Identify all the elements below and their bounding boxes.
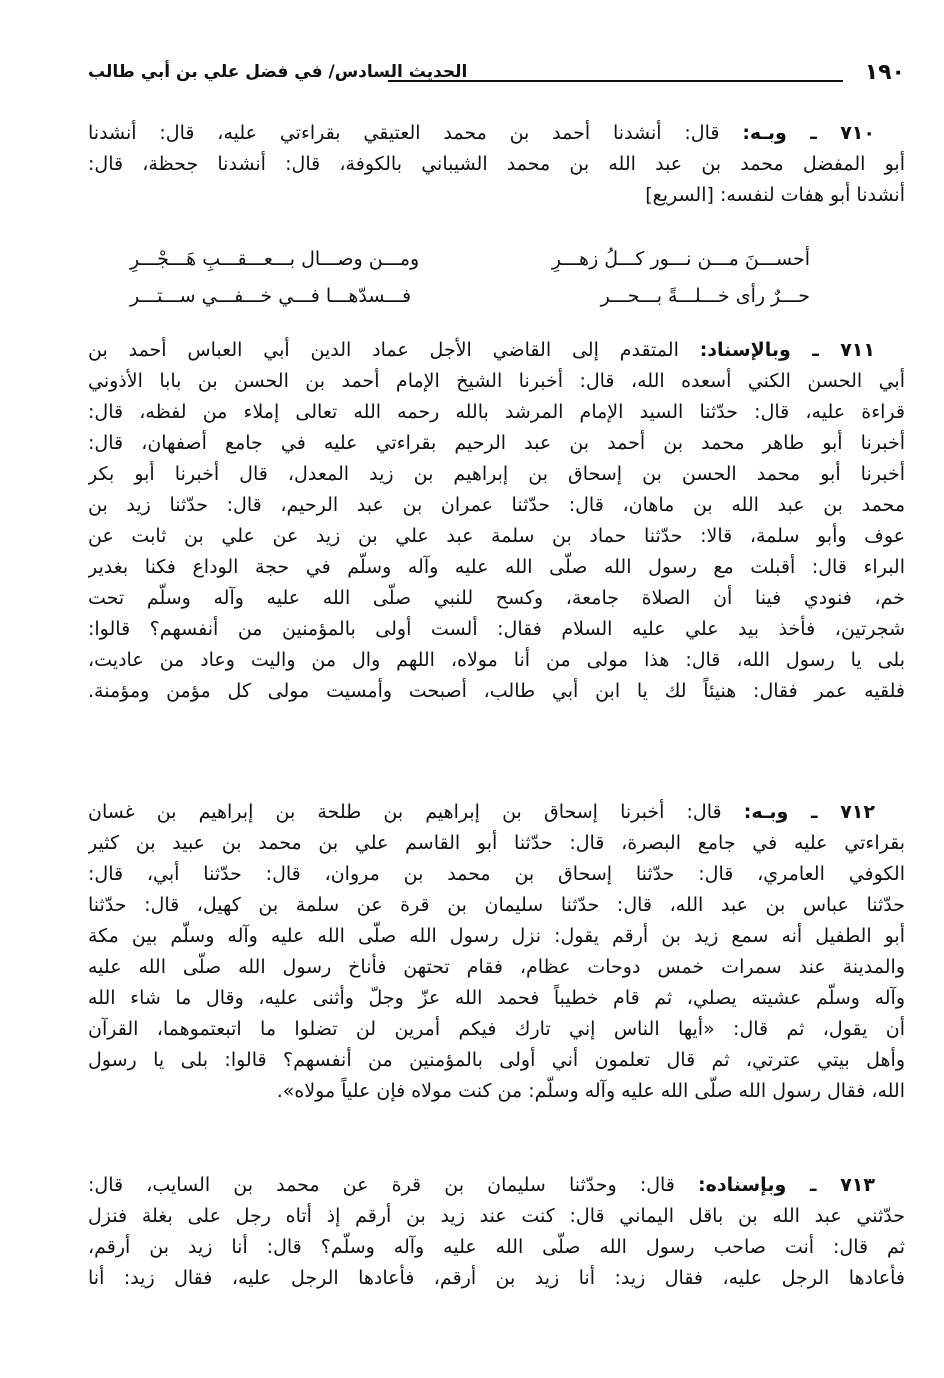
hadith-number-label: ٧١٠ ـ وبـه: bbox=[742, 122, 875, 144]
text-line bbox=[88, 335, 905, 366]
text-line: أبو المفضل محمد بن عبد الله بن محمد الشيباني بالكوفة، قال: أنشدنا جحظة، قال: bbox=[88, 153, 905, 175]
page-header bbox=[88, 58, 905, 92]
poem-verse bbox=[130, 241, 810, 278]
poem bbox=[130, 241, 810, 315]
verse-second-hemistich: فـــسدّهـــا فـــي خـــفـــي ســـتـــر bbox=[130, 285, 412, 307]
text-line: أخبرنا أبو محمد الحسن بن إسحاق بن إبراهيم بن زيد المعدل، قال أخبرنا أبو بكر bbox=[88, 463, 905, 485]
text-line: قراءة عليه، قال: حدّثنا السيد الإمام المرشد بالله رحمه الله تعالى إملاء من لفظه، قال: bbox=[88, 401, 905, 423]
text-line: وأهل بيتي عترتي، ثم قال تعلمون أني أولى بالمؤمنين من أنفسهم؟ قالوا: بلى يا رسول bbox=[88, 1049, 905, 1071]
text-line: محمد بن عبد الله بن ماهان، قال: حدّثنا عمران بن عبد الرحيم، قال: حدّثنا زيد بن bbox=[88, 494, 905, 516]
line-text: قال: وحدّثنا سليمان بن قرة عن محمد بن السايب، قال: bbox=[88, 1174, 699, 1196]
line-text: المتقدم إلى القاضي الأجل عماد الدين أبي العباس أحمد بن bbox=[88, 339, 700, 361]
text-line bbox=[88, 797, 905, 828]
text-line bbox=[88, 118, 905, 149]
hadith-712 bbox=[88, 797, 905, 1107]
verse-first-hemistich: حـــرٌ رأى خـــلـــةً بـــحـــر bbox=[600, 285, 810, 307]
running-title: الحديث السادس/ في فضل علي بن أبي طالب bbox=[88, 62, 468, 82]
text-line: أبي الحسن الكني أسعده الله، قال: أخبرنا الشيخ الإمام أحمد بن الحسن بن بابا الأذوني bbox=[88, 370, 905, 392]
page-number: ١٩٠ bbox=[864, 60, 905, 85]
hadith-713 bbox=[88, 1170, 905, 1294]
text-line: حدّثني عبد الله بن باقل اليماني قال: كنت عند زيد بن أرقم إذ أتاه رجل على بغلة فنزل bbox=[88, 1205, 905, 1227]
hadith-number-label: ٧١٣ ـ وبإسناده: bbox=[698, 1174, 875, 1196]
text-line: أن يقول، ثم قال: «أيها الناس إني تارك فيكم أمرين لن تضلوا ما اتبعتموهما، القرآن bbox=[88, 1018, 905, 1040]
text-line: الكوفي العامري، قال: حدّثنا إسحاق بن محمد بن مروان، قال: حدّثنا أبي، قال: bbox=[88, 863, 905, 885]
text-line: بلى يا رسول الله، قال: هذا مولى من أنا مولاه، اللهم وال من واليت وعاد من عاديت، bbox=[88, 649, 905, 671]
text-line: وآله وسلّم عشيته يصلي، ثم قام خطيباً فحمد الله عزّ وجلّ وأثنى عليه، وقال ما شاء الله bbox=[88, 987, 905, 1009]
text-line: أنشدنا أبو هفات لنفسه: [السريع] bbox=[645, 184, 905, 206]
text-line: ثم قال: أنت صاحب رسول الله صلّى الله عليه وآله وسلّم؟ قال: أنا زيد بن أرقم، bbox=[88, 1236, 905, 1258]
text-line: بقراءتي عليه في جامع البصرة، قال: حدّثنا أبو القاسم علي بن محمد بن عبيد بن كثير bbox=[88, 832, 905, 854]
line-text: قال: أخبرنا إسحاق بن إبراهيم بن طلحة بن إبراهيم بن غسان bbox=[88, 801, 744, 823]
text-line: خم، فنودي فينا أن الصلاة جامعة، وكسح للنبي صلّى الله عليه وآله وسلّم تحت bbox=[88, 587, 905, 609]
verse-second-hemistich: ومـــن وصـــال بـــعـــقـــبِ هَـــجْـــرِ bbox=[130, 248, 420, 270]
line-text: قال: أنشدنا أحمد بن محمد العتيقي بقراءتي عليه، قال: أنشدنا bbox=[88, 122, 743, 144]
hadith-number-label: ٧١٢ ـ وبـه: bbox=[743, 801, 875, 823]
text-line: البراء قال: أقبلت مع رسول الله صلّى الله عليه وآله وسلّم في حجة الوداع فكنا بغدير bbox=[88, 556, 905, 578]
text-line: عوف وأبو سلمة، قالا: حدّثنا حماد بن سلمة عبد علي بن زيد عن علي بن ثابت عن bbox=[88, 525, 905, 547]
text-line: الله، فقال رسول الله صلّى الله عليه وآله وسلّم: من كنت مولاه فإن علياً مولاه». bbox=[276, 1080, 905, 1102]
hadith-number-label: ٧١١ ـ وبالإسناد: bbox=[699, 339, 875, 361]
text-line: حدّثنا عباس بن عبد الله، قال: حدّثنا سليمان بن قرة عن سلمة بن كهيل، قال: حدّثنا bbox=[88, 894, 905, 916]
text-line: شجرتين، فأخذ بيد علي عليه السلام فقال: ألست أولى بالمؤمنين من أنفسهم؟ قالوا: bbox=[88, 618, 905, 640]
hadith-710 bbox=[88, 118, 905, 211]
hadith-711 bbox=[88, 335, 905, 707]
text-line: أبو الطفيل أنه سمع زيد بن أرقم يقول: نزل رسول الله صلّى الله عليه وآله وسلّم بين مكة bbox=[88, 925, 905, 947]
text-line bbox=[88, 1170, 905, 1201]
poem-verse bbox=[130, 278, 810, 315]
text-line: فلقيه عمر فقال: هنيئاً لك يا ابن أبي طالب، أصبحت وأمسيت مولى كل مؤمن ومؤمنة. bbox=[88, 680, 905, 702]
text-line: أخبرنا أبو طاهر محمد بن أحمد بن عبد الرحيم بقراءتي عليه في جامع أصفهان، قال: bbox=[88, 432, 905, 454]
text-line: والمدينة عند سمرات خمس دوحات عظام، فقام تحتهن فأناخ رسول الله صلّى الله عليه bbox=[88, 956, 905, 978]
verse-first-hemistich: أحســـنَ مـــن نـــور كـــلُ زهـــرِ bbox=[551, 248, 810, 270]
text-line: فأعادها الرجل عليه، فقال زيد: أنا زيد بن أرقم، فأعادها الرجل عليه، فقال زيد: أنا bbox=[88, 1267, 905, 1289]
